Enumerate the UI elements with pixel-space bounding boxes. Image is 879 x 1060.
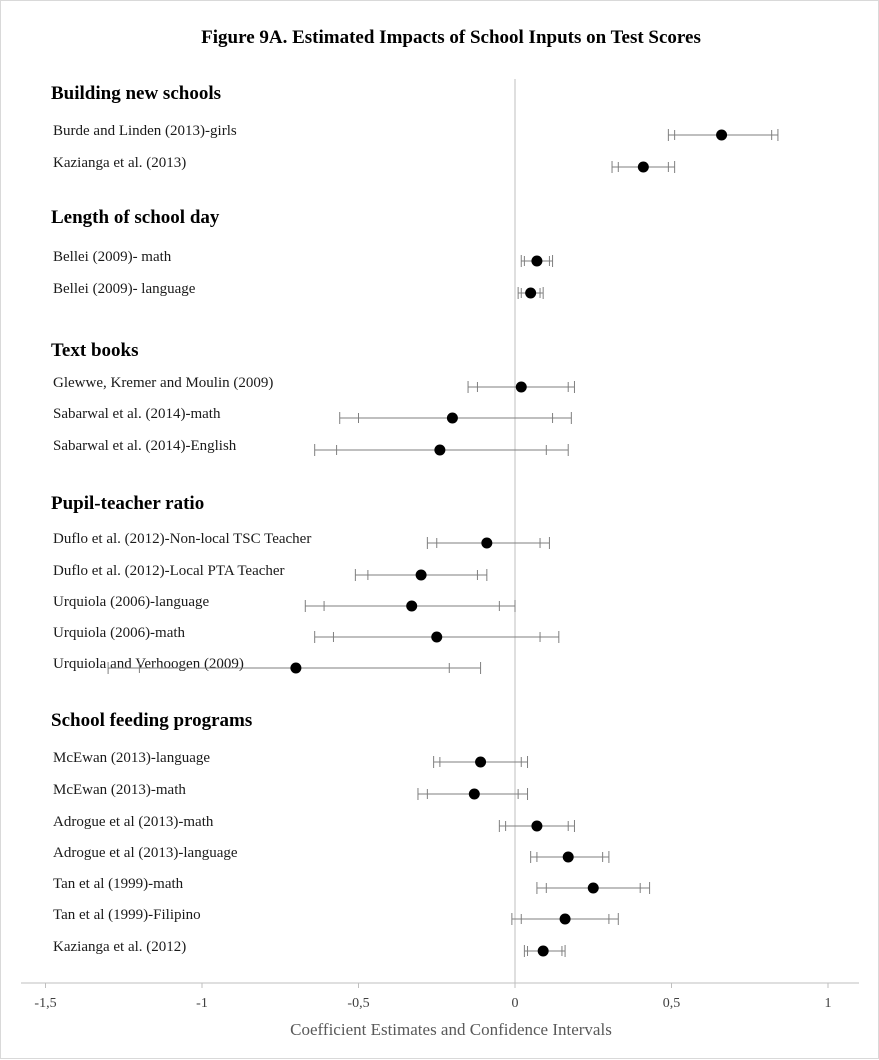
study-label: Duflo et al. (2012)-Non-local TSC Teacher (53, 531, 312, 547)
study-label: McEwan (2013)-math (53, 782, 186, 798)
chart-title: Figure 9A. Estimated Impacts of School Inputs on Test Scores (201, 27, 701, 48)
point-estimate-marker (531, 256, 542, 267)
point-estimate-marker (434, 445, 445, 456)
point-estimate-marker (531, 821, 542, 832)
study-label: Kazianga et al. (2013) (53, 155, 187, 171)
x-tick-label: 0 (511, 996, 519, 1011)
study-label: Burde and Linden (2013)-girls (53, 123, 237, 139)
study-label: Adrogue et al (2013)-language (53, 845, 238, 861)
study-label: Bellei (2009)- math (53, 249, 172, 265)
point-estimate-marker (525, 288, 536, 299)
point-estimate-marker (481, 538, 492, 549)
point-estimate-marker (406, 601, 417, 612)
plot-area (21, 79, 859, 1011)
point-estimate-marker (431, 632, 442, 643)
point-estimate-marker (716, 130, 727, 141)
study-label: Tan et al (1999)-Filipino (53, 907, 201, 923)
study-label: Adrogue et al (2013)-math (53, 814, 214, 830)
group-header: School feeding programs (51, 710, 253, 731)
group-header: Text books (51, 340, 139, 361)
group-header: Pupil-teacher ratio (51, 493, 205, 514)
study-label: Duflo et al. (2012)-Local PTA Teacher (53, 563, 285, 579)
x-tick-label: -1 (196, 996, 208, 1011)
point-estimate-marker (563, 852, 574, 863)
study-label: Sabarwal et al. (2014)-English (53, 438, 237, 454)
study-label: Urquiola (2006)-language (53, 594, 210, 610)
point-estimate-marker (447, 413, 458, 424)
point-estimate-marker (538, 946, 549, 957)
point-estimate-marker (469, 789, 480, 800)
study-label: Urquiola and Verhoogen (2009) (53, 656, 244, 672)
point-estimate-marker (588, 883, 599, 894)
study-label: Glewwe, Kremer and Moulin (2009) (53, 375, 274, 391)
x-tick-label: -1,5 (34, 996, 57, 1011)
forest-plot (1, 1, 879, 1060)
group-header: Length of school day (51, 207, 220, 228)
point-estimate-marker (475, 757, 486, 768)
point-estimate-marker (290, 663, 301, 674)
study-label: Urquiola (2006)-math (53, 625, 186, 641)
point-estimate-marker (638, 162, 649, 173)
study-label: Sabarwal et al. (2014)-math (53, 406, 221, 422)
point-estimate-marker (560, 914, 571, 925)
group-header: Building new schools (51, 83, 221, 104)
point-estimate-marker (516, 382, 527, 393)
x-tick-label: -0,5 (347, 996, 370, 1011)
study-label: Bellei (2009)- language (53, 281, 196, 297)
study-label: Kazianga et al. (2012) (53, 939, 187, 955)
x-tick-label: 1 (824, 996, 832, 1011)
x-axis-label: Coefficient Estimates and Confidence Intervals (290, 1020, 612, 1039)
study-label: McEwan (2013)-language (53, 750, 211, 766)
study-label: Tan et al (1999)-math (53, 876, 184, 892)
point-estimate-marker (416, 570, 427, 581)
x-tick-label: 0,5 (662, 996, 681, 1011)
